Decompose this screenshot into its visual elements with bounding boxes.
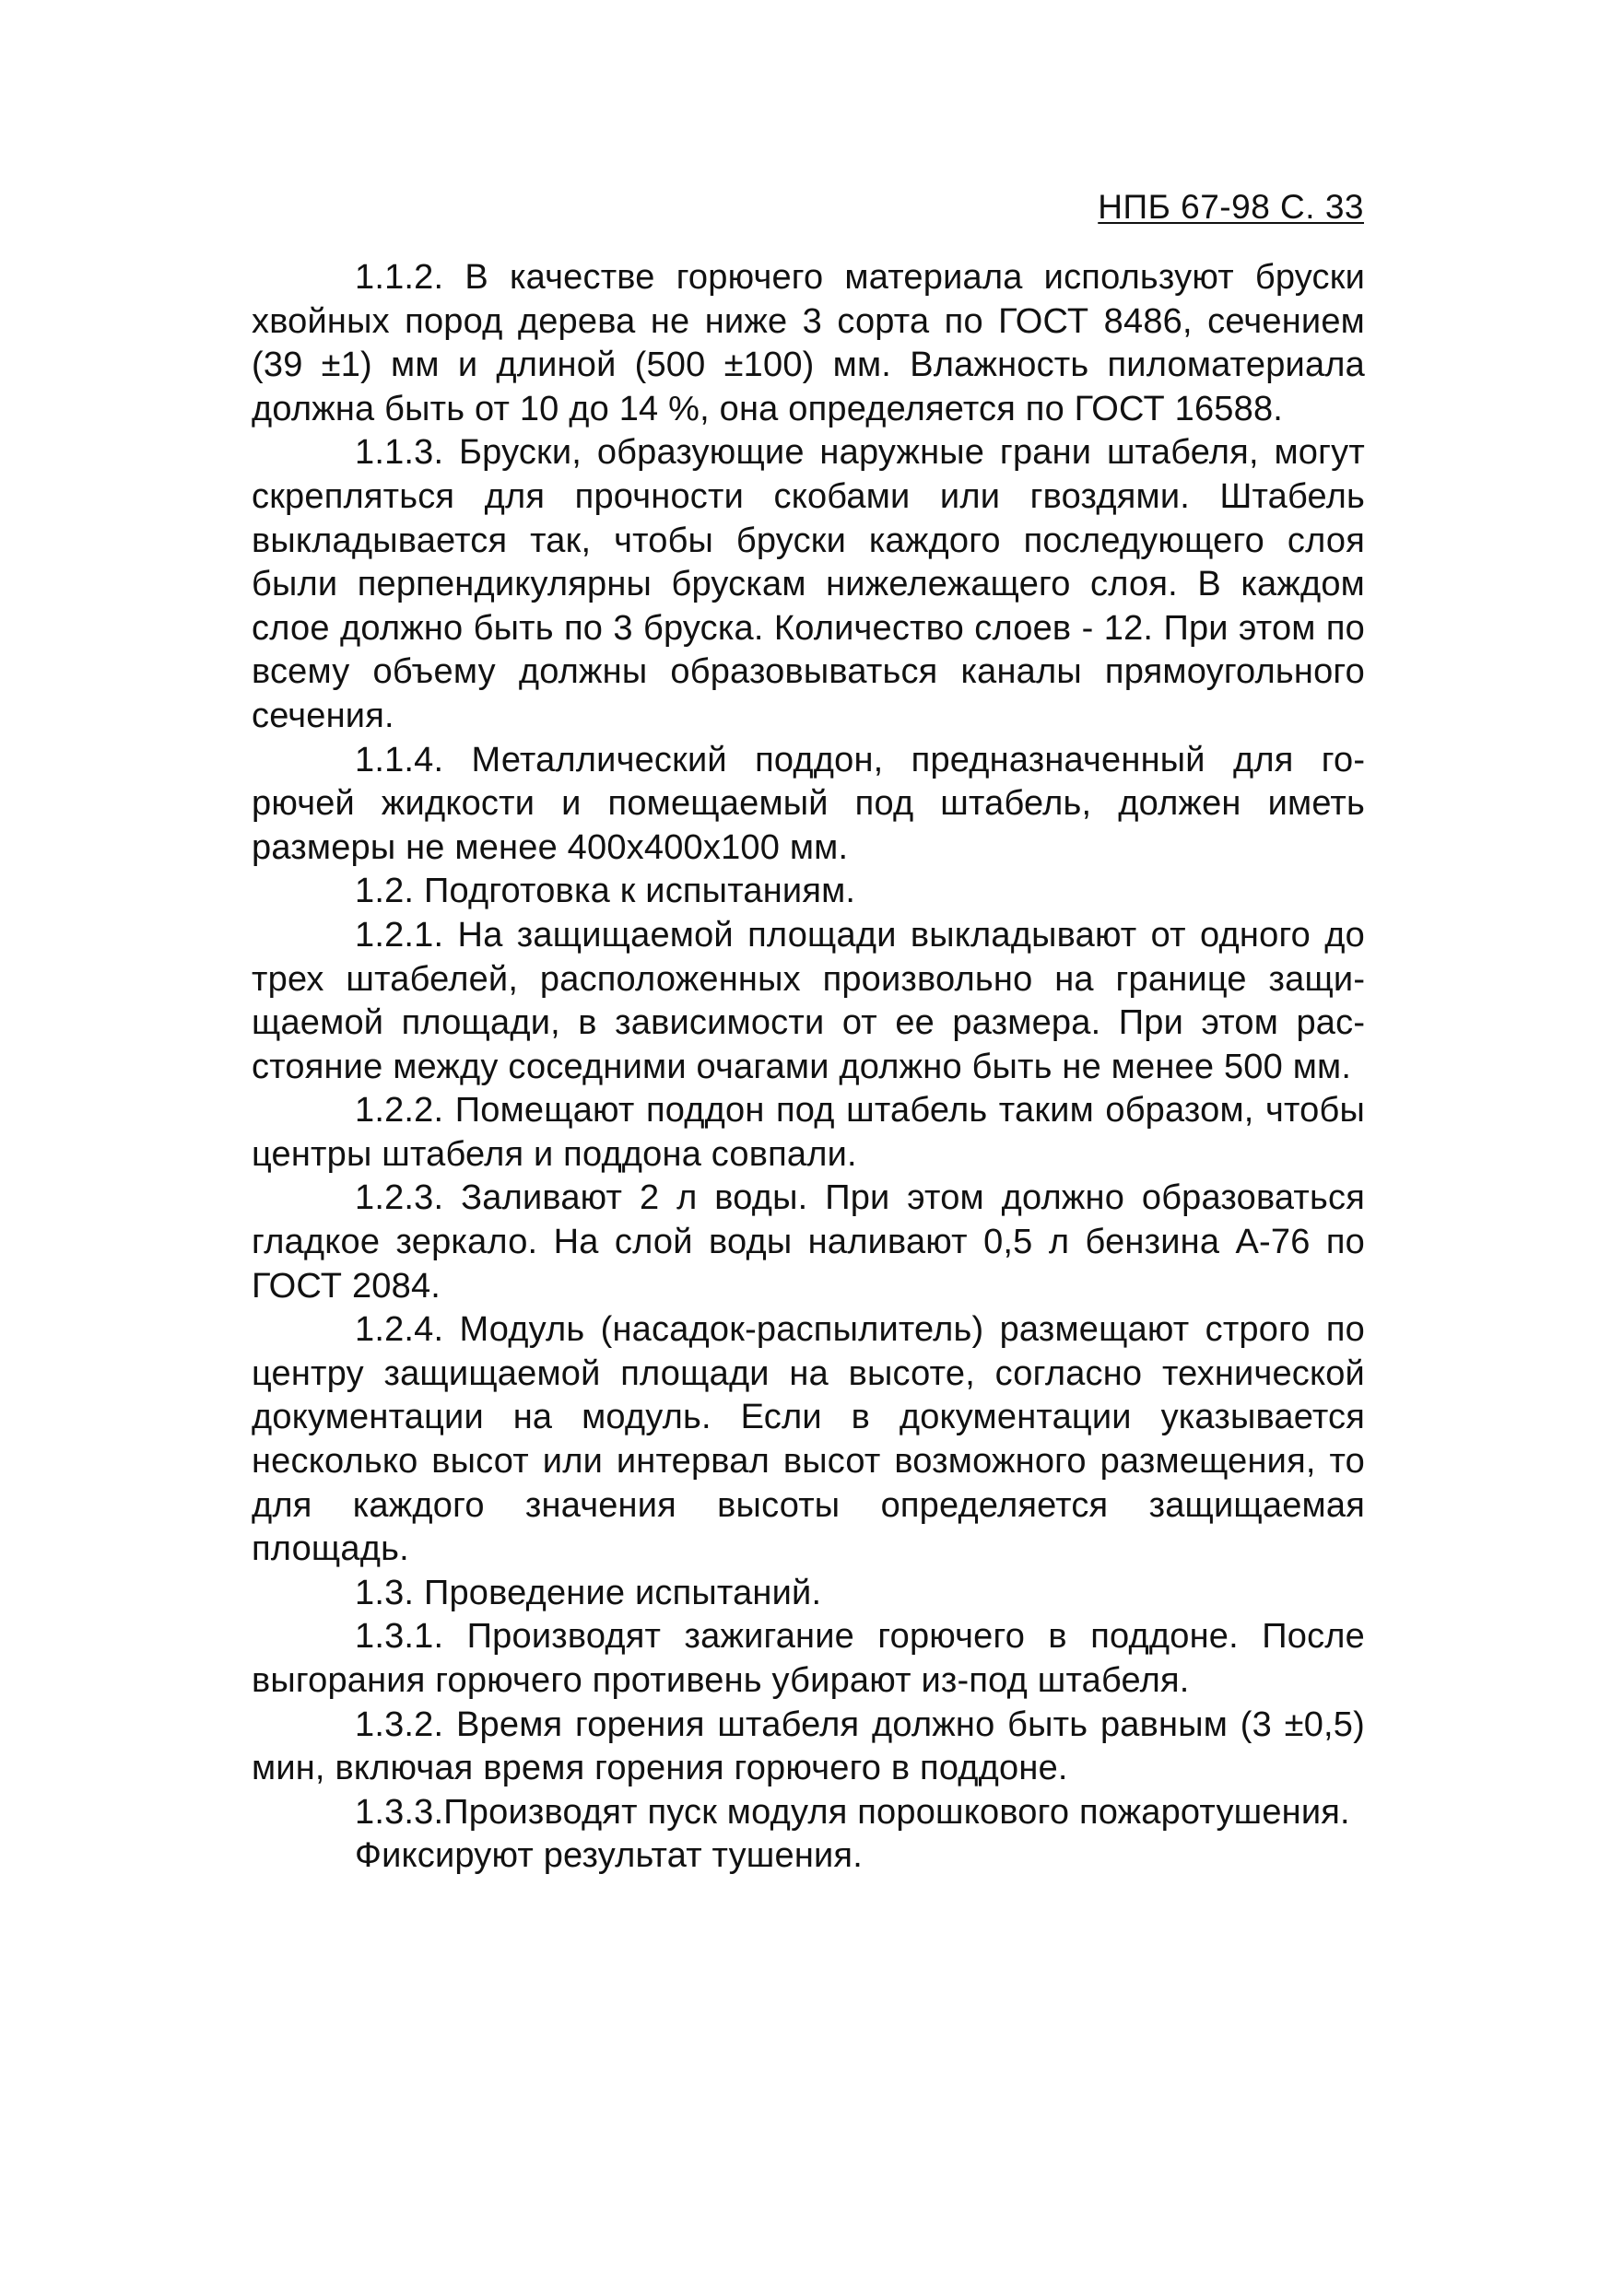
- paragraph-1-1-2: 1.1.2. В качестве горючего материала используют бруски хвойных пород дерева не ниже 3 сорта по ГОСТ 8486, сечением (39 ±1) мм и длиной (500 ±100) мм. Влажность пиломатериала должна быть от 10 до 14 %, она определяется по ГОСТ 16588.: [252, 258, 1365, 428]
- paragraph-1-3-2: 1.3.2. Время горения штабеля должно быть равным (3 ±0,5) мин, включая время горения горючего в поддоне.: [252, 1704, 1365, 1788]
- section-heading-1-2: 1.2. Подготовка к испытаниям.: [355, 872, 856, 911]
- document-body: [252, 256, 1365, 1879]
- paragraph-1-3-1: 1.3.1. Производят зажигание горючего в поддоне. После выгорания горючего противень убирают из-под штабеля.: [252, 1617, 1365, 1700]
- page-header: НПБ 67-98 С. 33: [1098, 188, 1364, 226]
- paragraph-1-1-4: 1.1.4. Металлический поддон, предназначенный для горючей жидкости и помещаемый под штабель, должен иметь размеры не менее 400х400х100 мм.: [252, 740, 1365, 867]
- paragraph-1-2-4: 1.2.4. Модуль (насадок-распылитель) размещают строго по центру защищаемой площади на высоте, согласно технической документации на модуль. Если в документации указывается несколько высот или интервал высот возможного размещения, то для каждого значения высоты определяется защищаемая площадь.: [252, 1310, 1365, 1569]
- paragraph-1-1-3: 1.1.3. Бруски, образующие наружные грани штабеля, могут скрепляться для прочности скобами или гвоздями. Штабель выкладывается так, чтобы бруски каждого последующего слоя были перпендикулярны брускам нижележащего слоя. В каждом слое должно быть по 3 бруска. Количество слоев - 12. При этом по всему объему должны образовываться каналы прямоугольного сечения.: [252, 433, 1365, 735]
- section-heading-1-3: 1.3. Проведение испытаний.: [355, 1573, 822, 1612]
- paragraph-1-2-2: 1.2.2. Помещают поддон под штабель таким образом, чтобы центры штабеля и поддона совпали.: [252, 1091, 1365, 1174]
- paragraph-1-2-1: 1.2.1. На защищаемой площади выкладывают от одного до трех штабелей, расположенных произвольно на границе защищаемой площади, в зависимости от ее размера. При этом расстояние между соседними очагами должно быть не менее 500 мм.: [252, 915, 1365, 1086]
- paragraph-final-note: Фиксируют результат тушения.: [355, 1836, 863, 1876]
- paragraph-1-2-3: 1.2.3. Заливают 2 л воды. При этом должно образоваться гладкое зеркало. На слой воды наливают 0,5 л бензина А-76 по ГОСТ 2084.: [252, 1178, 1365, 1306]
- paragraph-1-3-3: 1.3.3.Производят пуск модуля порошкового пожаротушения.: [355, 1792, 1350, 1832]
